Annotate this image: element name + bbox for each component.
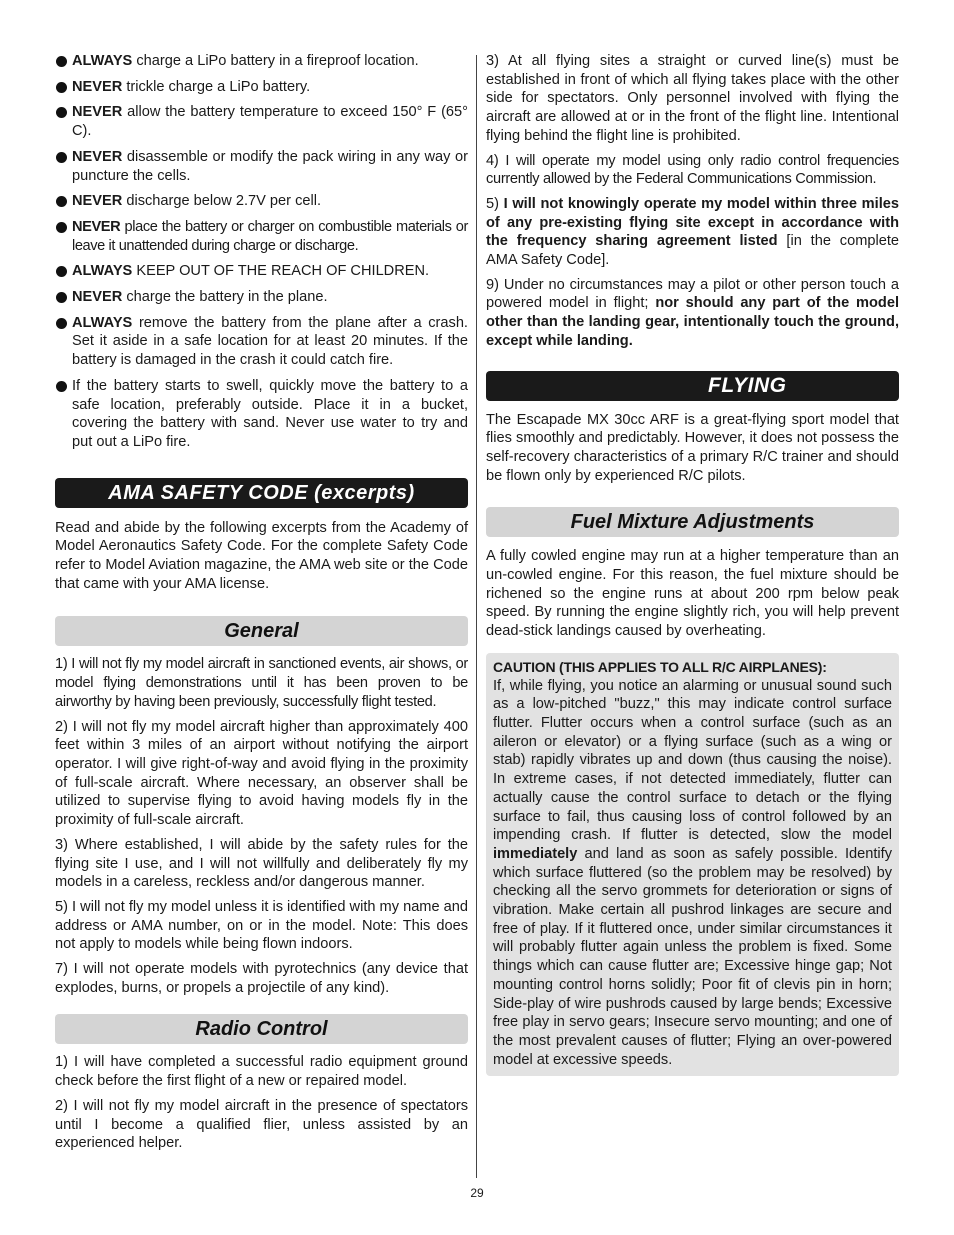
radio-rule-9: 9) Under no circumstances may a pilot or other person touch a powered model in flight; nor should any part of the model other than the landing gear, intentionally touch the ground, except while landing. xyxy=(486,276,900,349)
list-item: NEVER trickle charge a LiPo battery. xyxy=(55,78,468,97)
flying-section-header xyxy=(486,371,899,401)
lipo-safety-list xyxy=(55,52,468,452)
general-rules xyxy=(55,655,468,997)
column-divider xyxy=(476,55,477,1178)
list-item: NEVER place the battery or charger on combustible materials or leave it unattended during charge or discharge. xyxy=(55,218,468,255)
left-column xyxy=(55,52,468,1159)
page-number: 29 xyxy=(470,1186,484,1200)
fuel-section-title: Fuel Mixture Adjustments xyxy=(570,511,815,534)
radio-control-section-title: Radio Control xyxy=(195,1018,328,1041)
radio-rule-3: 3) At all flying sites a straight or curved line(s) must be established in front of which all flying takes place with the other side for spectators. Only personnel involved with flying the aircraft are allowed at or in the front of the flight line. Intentional flying behind the flight line is prohibited. xyxy=(486,53,899,144)
ama-intro: Read and abide by the following excerpts from the Academy of Model Aeronautics Safety Code. For the complete Safety Code refer to Model Aviation magazine, the AMA web site or the Code that came with your AMA license. xyxy=(55,519,468,592)
ama-section-title: AMA SAFETY CODE (excerpts) xyxy=(108,481,415,504)
caution-text: If, while flying, you notice an alarming or unusual sound such as a low-pitched "buzz," this may indicate control surface flutter. Flutter occurs when a control surface (such as an aileron or elevator) or a flying surface (such as a wing or stab) rapidly vibrates up and down (thus causing the noise). In extreme cases, if not detected immediately, flutter can actually cause the control surface to detach or the flying surface to fail, thus causing loss of control followed by an impending crash. If flutter is detected, slow the model immediately and land as soon as safely possible. Identify which surface fluttered (so the problem may be resolved) by checking all the servo grommets for deterioration or signs of vibration. Make certain all pushrod linkages are secure and free of play. If it fluttered once, under similar circumstances it will probably flutter again unless the problem is fixed. Some things which can cause flutter are; Excessive hinge gap; Not mounting control horns solidly; Poor fit of clevis pin in horn; Side-play of wire pushrods caused by large bends; Excessive free play in servo gears; Insecure servo mounting; and one of the most prevalent causes of flutter; Flying an over-powered model at excessive speeds. xyxy=(493,677,892,1068)
fuel-section-header xyxy=(486,507,899,537)
general-rule-2: 2) I will not fly my model aircraft higher than approximately 400 feet within 3 miles of an airport without notifying the airport operator. I will give right-of-way and avoid flying in the proximity of full-scale aircraft. Where necessary, an observer shall be utilized to supervise flying to avoid having models fly in the proximity of full-scale aircraft. xyxy=(55,718,468,829)
general-rule-1: 1) I will not fly my model aircraft in sanctioned events, air shows, or model flying demonstrations until it has been proven to be airworthy by having been previously, successfully flight tested. xyxy=(55,656,468,710)
general-section-title: General xyxy=(224,620,299,643)
caution-title: CAUTION (THIS APPLIES TO ALL R/C AIRPLANES): xyxy=(493,658,827,675)
list-item: NEVER charge the battery in the plane. xyxy=(55,288,468,307)
radio-rule-2: 2) I will not fly my model aircraft in the presence of spectators until I become a qualified flier, unless assisted by an experienced helper. xyxy=(55,1097,468,1152)
fuel-text: A fully cowled engine may run at a higher temperature than an un-cowled engine. For this reason, the fuel mixture should be richened so the engine runs at about 200 rpm below peak speed. By running the engine slightly rich, you will help prevent dead-stick landings caused by overheating. xyxy=(486,548,899,640)
radio-rule-1: 1) I will have completed a successful radio equipment ground check before the first flight of a new or repaired model. xyxy=(55,1054,468,1090)
right-column xyxy=(486,52,899,1076)
list-item: ALWAYS charge a LiPo battery in a fireproof location. xyxy=(55,52,468,71)
flying-section-title: FLYING xyxy=(708,373,787,397)
list-item: ALWAYS remove the battery from the plane after a crash. Set it aside in a safe location for at least 20 minutes. If the battery is damaged in the crash it could catch fire. xyxy=(55,314,468,370)
caution-box xyxy=(486,653,899,1076)
radio-control-rules xyxy=(55,1053,468,1153)
general-rule-7: 7) I will not operate models with pyrotechnics (any device that explodes, burns, or propels a projectile of any kind). xyxy=(55,961,468,996)
list-item: If the battery starts to swell, quickly move the battery to a safe location, preferably outside. Place it in a bucket, covering the battery with sand. Never use water to try and put out a LiPo fire. xyxy=(55,377,468,452)
general-rule-3: 3) Where established, I will abide by the safety rules for the flying site I use, and I will not willfully and deliberately fly my models in a careless, reckless and/or dangerous manner. xyxy=(55,836,468,891)
radio-rule-5: 5) I will not knowingly operate my model within three miles of any pre-existing flying site except in accordance with the frequency sharing agreement listed [in the complete AMA Safety Code]. xyxy=(486,195,899,269)
flying-intro: The Escapade MX 30cc ARF is a great-flying sport model that flies smoothly and predictably. However, it does not possess the self-recovery characteristics of a primary R/C trainer and should be flown only by experienced R/C pilots. xyxy=(486,411,899,484)
list-item: NEVER disassemble or modify the pack wiring in any way or puncture the cells. xyxy=(55,148,468,185)
list-item: NEVER discharge below 2.7V per cell. xyxy=(55,192,468,211)
ama-section-header xyxy=(55,478,468,508)
list-item: NEVER allow the battery temperature to exceed 150° F (65° C). xyxy=(55,103,468,140)
radio-rule-4: 4) I will operate my model using only radio control frequencies currently allowed by the Federal Communications Commission. xyxy=(486,152,899,188)
list-item: ALWAYS KEEP OUT OF THE REACH OF CHILDREN. xyxy=(55,262,468,281)
general-section-header xyxy=(55,616,468,646)
radio-control-section-header xyxy=(55,1014,468,1044)
general-rule-5: 5) I will not fly my model unless it is identified with my name and address or AMA number, on or in the model. Note: This does not apply to models while being flown indoors. xyxy=(55,898,468,953)
